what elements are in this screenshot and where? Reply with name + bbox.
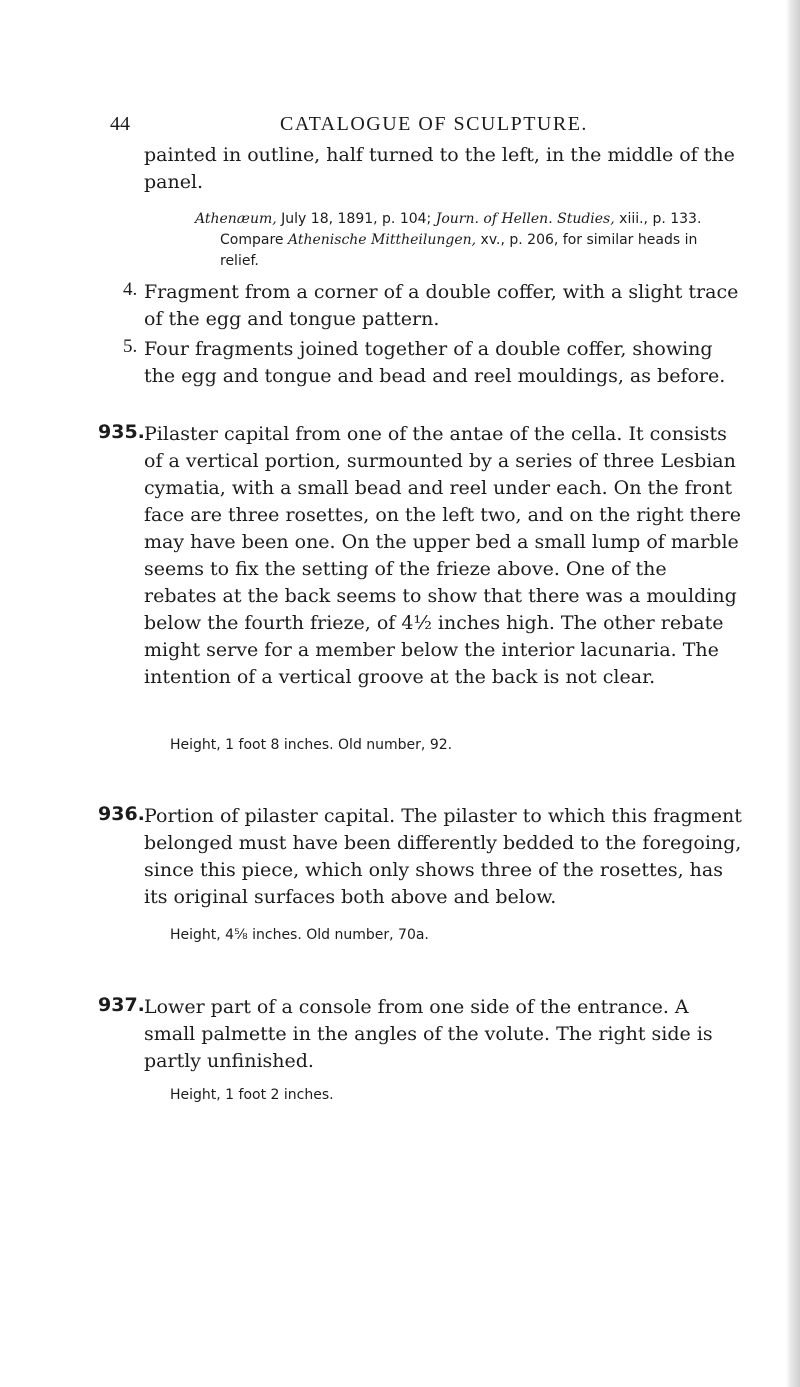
running-title: CATALOGUE OF SCULPTURE. — [280, 113, 588, 135]
dimension-note: Height, 4⅝ inches. Old number, 70a. — [170, 927, 429, 943]
catalogue-entry-text: Lower part of a console from one side of the entrance. A small palmette in the angles of the volute. The right side is partly unfinished. — [144, 996, 713, 1072]
catalogue-entry-text: Portion of pilaster capital. The pilaster to which this fragment belonged must have been differently bedded to the foregoing, since this piece, which only shows three of the rosettes, has its original surfaces both above and below. — [144, 805, 742, 908]
catalogue-entry-text: Pilaster capital from one of the antae of the cella. It consists of a vertical portion, surmounted by a series of three Lesbian cymatia, with a small bead and reel under each. On the front face are three rosettes, on the left two, and on the right there may have been one. On the upper bed a small lump of marble seems to fix the setting of the frieze above. One of the rebates at the back seems to show that there was a moulding below the fourth frieze, of 4½ inches high. The other rebate might serve for a member below the interior lacunaria. The intention of a vertical groove at the back is not clear. — [144, 423, 741, 688]
page-edge-shadow — [786, 0, 800, 1387]
reference-text-2: xiii., p. 133. Compare — [220, 211, 702, 248]
page-number: 44 — [110, 113, 130, 135]
reference-note — [195, 209, 740, 272]
dimension-note: Height, 1 foot 2 inches. — [170, 1087, 334, 1103]
continuation-paragraph: painted in outline, half turned to the left, in the middle of the panel. — [144, 144, 735, 193]
dimension-note: Height, 1 foot 8 inches. Old number, 92. — [170, 737, 453, 753]
reference-journal-hellenic-studies: Journ. of Hellen. Studies, — [435, 211, 615, 227]
item-description: Four fragments joined together of a double coffer, showing the egg and tongue and bead and reel mouldings, as before. — [144, 338, 726, 387]
catalogue-number: 935. — [98, 421, 145, 443]
catalogue-number: 936. — [98, 803, 145, 825]
reference-text-1: July 18, 1891, p. 104; — [276, 211, 436, 227]
reference-note-body — [195, 209, 740, 272]
reference-journal-athenaeum: Athenæum, — [195, 211, 277, 227]
item-number: 4. — [123, 279, 138, 300]
running-head — [110, 113, 730, 143]
reference-journal-mittheilungen: Athenische Mittheilungen, — [287, 232, 477, 248]
reference-text-3: xv., p. 206, for similar heads in relief. — [220, 232, 698, 269]
item-number: 5. — [123, 336, 138, 357]
item-description: Fragment from a corner of a double coffer, with a slight trace of the egg and tongue pattern. — [144, 281, 739, 330]
catalogue-number: 937. — [98, 994, 145, 1016]
